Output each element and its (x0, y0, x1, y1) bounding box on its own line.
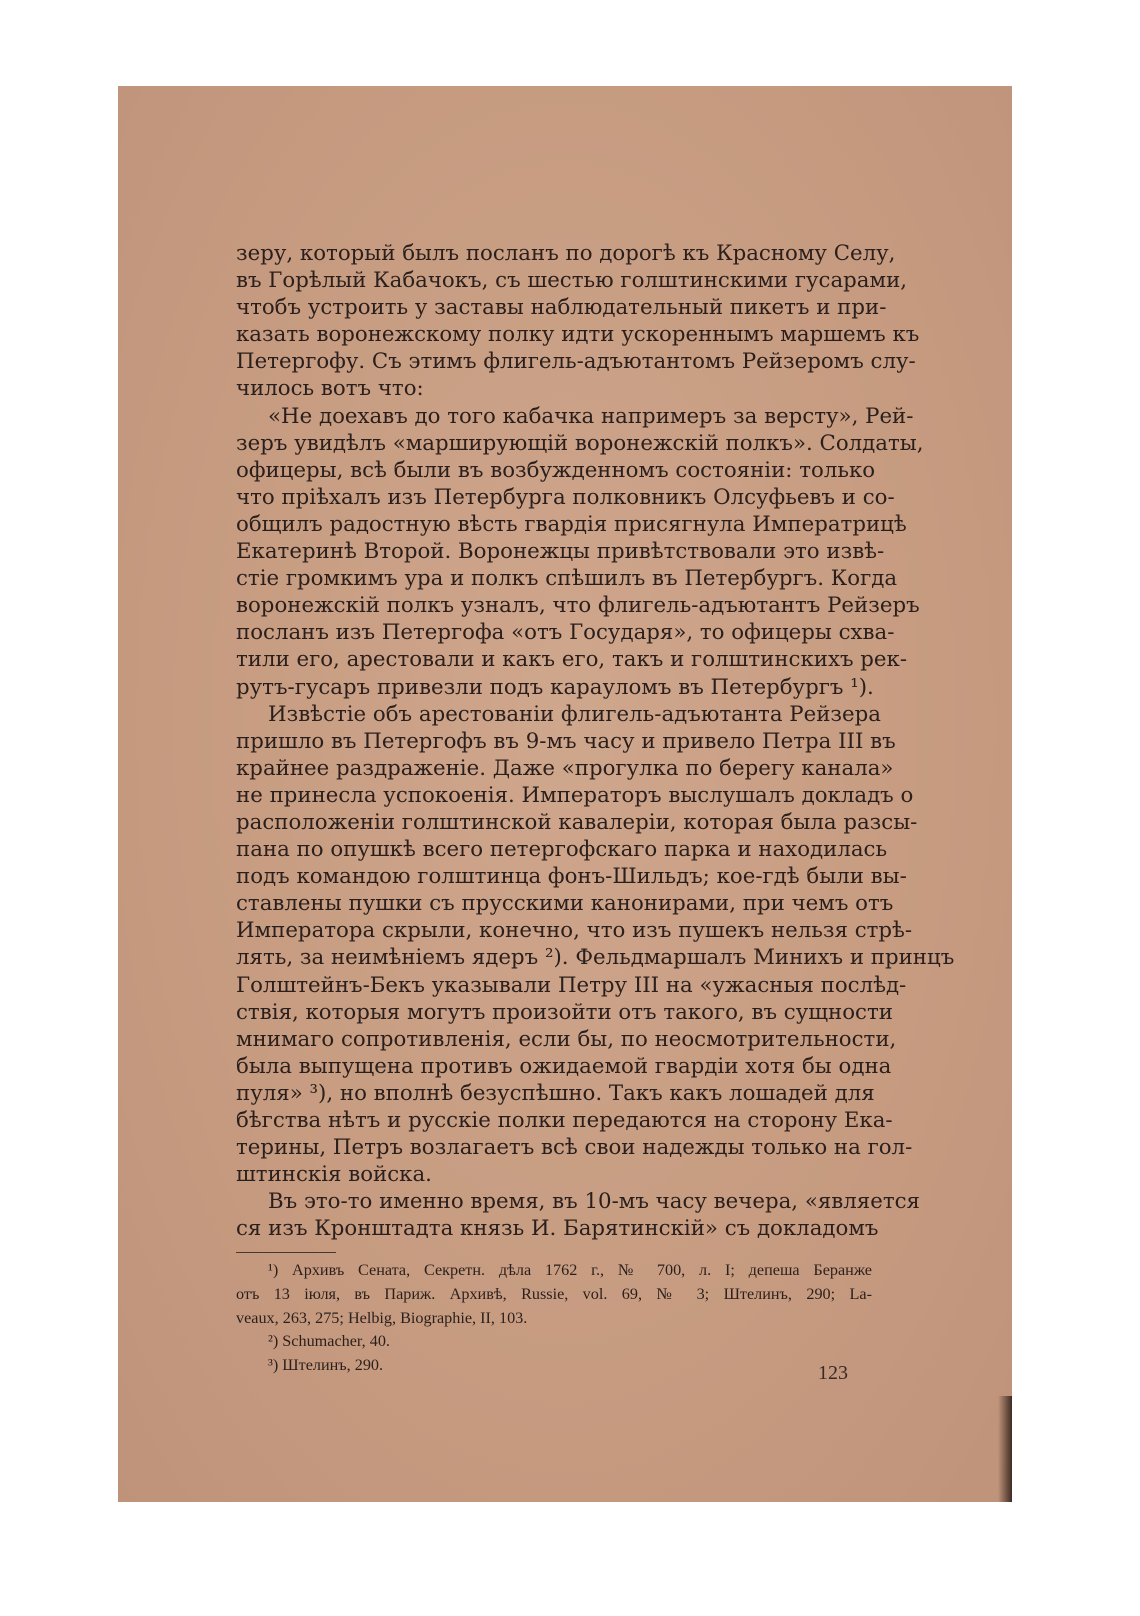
text-line: ствія, которыя могутъ произойти отъ такого, въ сущности (236, 999, 893, 1025)
text-line: пуля» ³), но вполнѣ безуспѣшно. Такъ какъ лошадей для (236, 1080, 875, 1106)
text-line: ся изъ Кронштадта князь И. Барятинскій» съ докладомъ (236, 1216, 879, 1242)
main-text (236, 240, 955, 1377)
text-line: бѣгства нѣтъ и русскіе полки передаются на сторону Ека- (236, 1108, 893, 1133)
text-line: ставлены пушки съ прусскими канонирами, при чемъ отъ (236, 891, 894, 917)
text-line: подъ командою голштинца фонъ-Шильдъ; кое-гдѣ были вы- (236, 864, 907, 890)
footnote-line: ²) Schumacher, 40. (268, 1332, 390, 1351)
text-line: зеръ увидѣлъ «марширующій воронежскій полкъ». Солдаты, (236, 430, 924, 456)
text-line: пришло въ Петергофъ въ 9-мъ часу и привело Петра III въ (236, 728, 896, 754)
text-line: не принесла успокоенія. Императоръ выслушалъ докладъ о (236, 782, 914, 808)
text-line: Екатеринѣ Второй. Воронежцы привѣтствовали это извѣ- (236, 539, 885, 565)
page-number: 123 (818, 1362, 848, 1384)
text-line: посланъ изъ Петергофа «отъ Государя», то офицеры схва- (236, 620, 895, 646)
footnote-line: veaux, 263, 275; Helbig, Biographie, II, 103. (236, 1308, 528, 1327)
text-line: тили его, арестовали и какъ его, такъ и голштинскихъ рек- (236, 647, 908, 673)
text-line: мнимаго сопротивленія, если бы, по неосмотрительности, (236, 1026, 897, 1052)
text-line: Петергофу. Съ этимъ флигель-адъютантомъ Рейзеромъ слу- (236, 349, 916, 375)
text-line: Въ это-то именно время, въ 10-мъ часу вечера, «является (268, 1189, 920, 1215)
text-line: Императора скрыли, конечно, что изъ пушекъ нельзя стрѣ- (236, 918, 913, 944)
footnote-divider (236, 1252, 336, 1253)
footnote-line: ³) Штелинъ, 290. (268, 1355, 384, 1374)
text-line: чтобъ устроить у заставы наблюдательный пикетъ и при- (236, 295, 887, 321)
text-line: рутъ-гусаръ привезли подъ карауломъ въ Петербургъ ¹). (236, 674, 874, 700)
footnote-line: отъ 13 іюля, въ Париж. Архивѣ, Russie, vol. 69, № 3; Штелинъ, 290; La- (236, 1285, 872, 1304)
text-line: что пріѣхалъ изъ Петербурга полковникъ Олсуфьевъ и со- (236, 484, 895, 510)
scanned-page (118, 86, 1012, 1502)
text-line: пана по опушкѣ всего петергофскаго парка и находилась (236, 837, 888, 863)
text-line: казать воронежскому полку идти ускореннымъ маршемъ къ (236, 322, 920, 348)
footnote-line: ¹) Архивъ Сената, Секретн. дѣла 1762 г., № 700, л. I; депеша Беранже (268, 1261, 872, 1280)
text-line: Извѣстіе объ арестованіи флигель-адъютанта Рейзера (268, 701, 881, 727)
text-line: штинскія войска. (236, 1162, 432, 1188)
text-line: Голштейнъ-Бекъ указывали Петру III на «ужасныя послѣд- (236, 972, 907, 998)
scan-shadow (998, 1396, 1012, 1502)
text-line: въ Горѣлый Кабачокъ, съ шестью голштинскими гусарами, (236, 268, 908, 294)
text-line: лять, за неимѣніемъ ядеръ ²). Фельдмаршалъ Минихъ и принцъ (236, 945, 955, 971)
text-line: чилось вотъ что: (236, 376, 424, 402)
text-line: стіе громкимъ ура и полкъ спѣшилъ въ Петербургъ. Когда (236, 566, 898, 592)
text-line: офицеры, всѣ были въ возбужденномъ состояніи: только (236, 457, 876, 483)
footnotes (236, 1259, 872, 1377)
text-line: зеру, который былъ посланъ по дорогѣ къ Красному Селу, (236, 241, 896, 266)
text-line: «Не доехавъ до того кабачка напримеръ за версту», Рей- (268, 403, 914, 429)
text-line: крайнее раздраженіе. Даже «прогулка по берегу канала» (236, 755, 894, 781)
text-line: терины, Петръ возлагаетъ всѣ свои надежды только на гол- (236, 1135, 913, 1161)
text-line: общилъ радостную вѣсть гвардія присягнула Императрицѣ (236, 511, 907, 537)
text-line: расположеніи голштинской кавалеріи, которая была разсы- (236, 809, 918, 835)
text-line: была выпущена противъ ожидаемой гвардіи хотя бы одна (236, 1053, 892, 1079)
text-line: воронежскій полкъ узналъ, что флигель-адъютантъ Рейзеръ (236, 593, 920, 619)
